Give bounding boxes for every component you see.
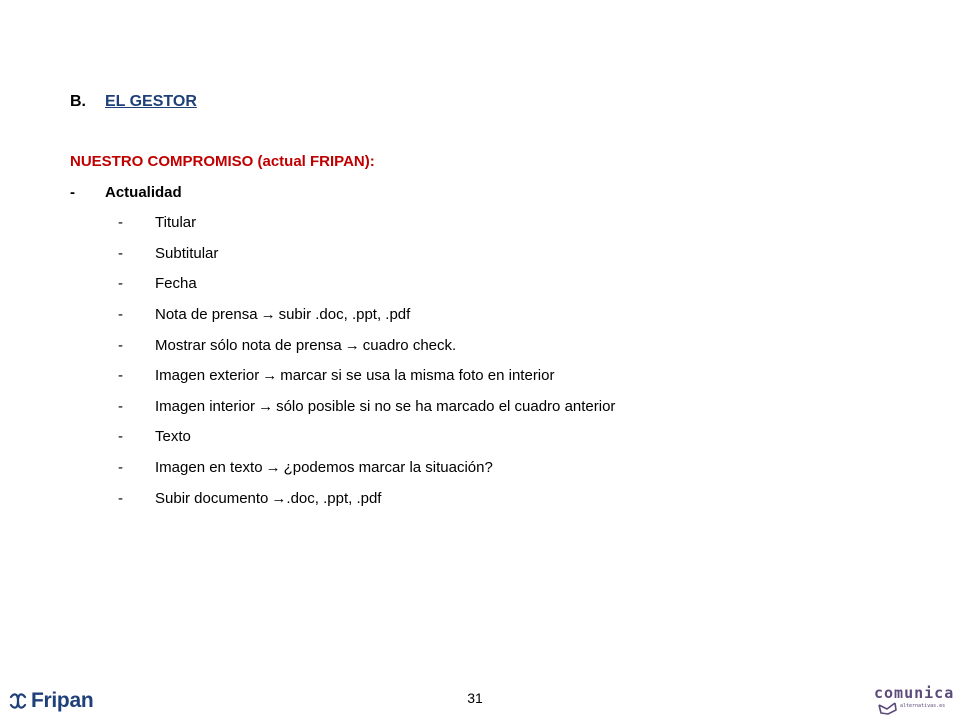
list-item-text: Subir documento <box>155 490 269 507</box>
list-item-text: Titular <box>155 214 197 231</box>
list-item-detail: ¿podemos marcar la situación? <box>283 459 493 476</box>
list-item-detail: cuadro check. <box>362 337 457 354</box>
bullet-dash: - <box>118 337 123 354</box>
bullet-dash: - <box>118 459 123 476</box>
list-item-detail: .doc, .ppt, .pdf <box>286 490 382 507</box>
list-item-detail: sólo posible si no se ha marcado el cuadro anterior <box>276 398 616 415</box>
list-item-text: Nota de prensa <box>155 306 258 323</box>
arrow-right-icon: → <box>260 306 276 323</box>
list-item <box>118 335 456 357</box>
list-item-text: Subtitular <box>155 245 219 262</box>
bullet-dash: - <box>118 214 123 231</box>
group-item-actualidad <box>70 182 182 204</box>
comunica-logo-subtext: alternativas.es <box>900 703 946 709</box>
arrow-right-icon: → <box>344 337 360 354</box>
arrow-right-icon: → <box>265 459 281 476</box>
list-item <box>118 488 381 510</box>
list-item-text: Imagen en texto <box>155 459 263 476</box>
list-item <box>118 396 615 418</box>
comunica-logo <box>872 684 955 718</box>
list-item-text: Texto <box>155 428 191 445</box>
bullet-dash: - <box>118 398 123 415</box>
arrow-right-icon: → <box>258 398 274 415</box>
bullet-dash: - <box>118 245 123 262</box>
fripan-knot-icon <box>8 693 28 709</box>
list-item-text: Fecha <box>155 275 197 292</box>
list-item <box>118 273 197 295</box>
bullet-dash: - <box>118 490 123 507</box>
open-book-icon <box>878 701 898 715</box>
section-heading <box>70 90 197 114</box>
list-item <box>118 243 218 265</box>
fripan-logo-text: Fripan <box>31 689 94 712</box>
bullet-dash: - <box>118 367 123 384</box>
list-item-detail: marcar si se usa la misma foto en interior <box>280 367 555 384</box>
list-item <box>118 426 191 448</box>
list-item <box>118 457 493 479</box>
list-item-text: Imagen interior <box>155 398 256 415</box>
bullet-dash: - <box>118 306 123 323</box>
fripan-logo <box>8 688 93 714</box>
group-label: Actualidad <box>105 184 182 201</box>
bullet-dash: - <box>118 428 123 445</box>
list-item <box>118 365 554 387</box>
bullet-dash: - <box>70 184 75 201</box>
arrow-right-icon: → <box>271 490 287 507</box>
list-item <box>118 212 196 234</box>
section-name: EL GESTOR <box>105 93 197 110</box>
comunica-logo-text: comunica <box>874 684 955 702</box>
content-title: NUESTRO COMPROMISO (actual FRIPAN): <box>70 153 375 170</box>
bullet-dash: - <box>118 275 123 292</box>
list-item <box>118 304 410 326</box>
page-number: 31 <box>467 690 483 706</box>
section-letter: B. <box>70 93 86 110</box>
arrow-right-icon: → <box>262 367 278 384</box>
list-item-text: Imagen exterior <box>155 367 260 384</box>
list-item-text: Mostrar sólo nota de prensa <box>155 337 342 354</box>
list-item-detail: subir .doc, .ppt, .pdf <box>278 306 411 323</box>
